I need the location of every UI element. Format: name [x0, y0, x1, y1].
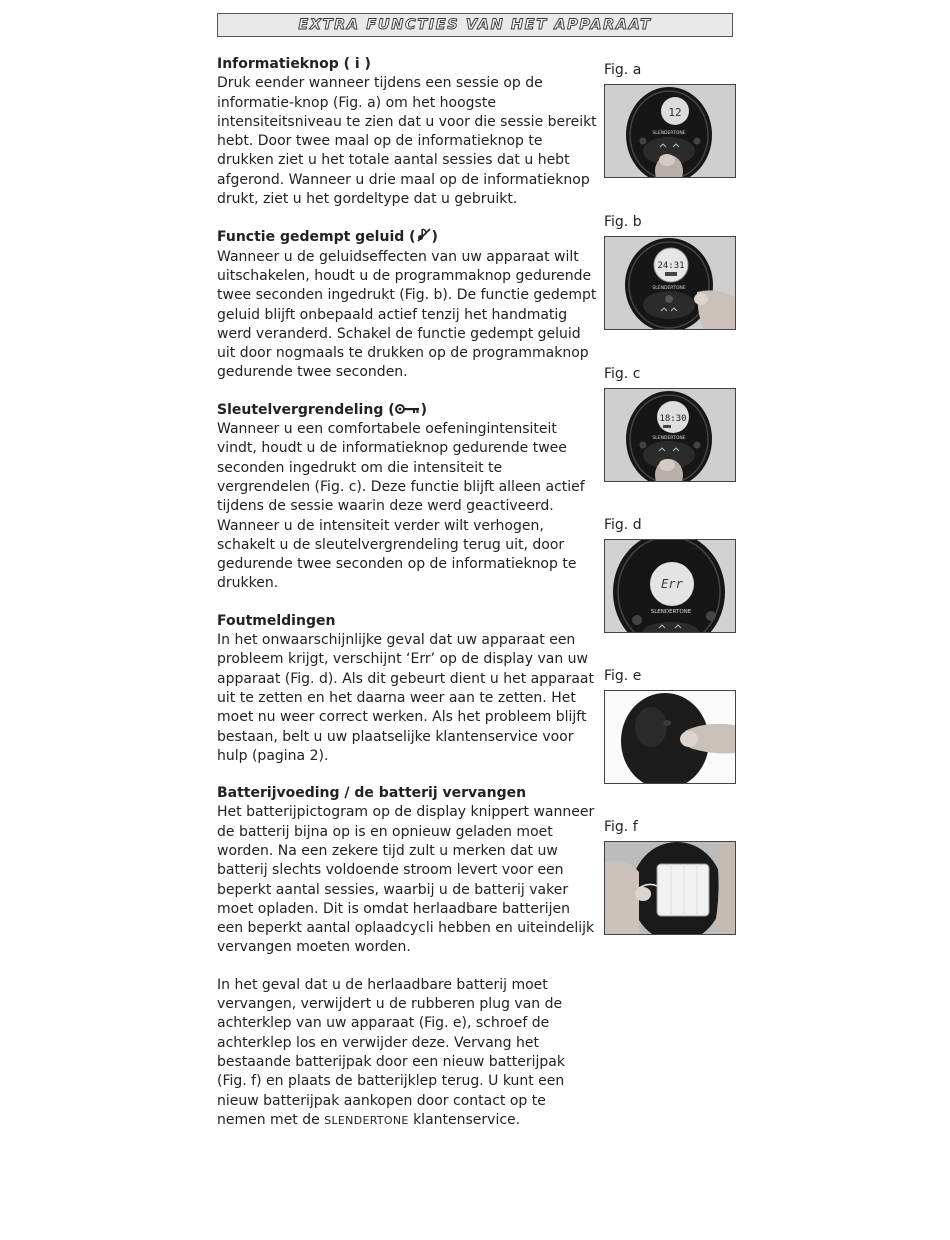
section-body: Wanneer u de geluidseffecten van uw apparaat wilt uitschakelen, houdt u de programmaknop gedurende twee seconden ingedrukt (Fig. b). De functie gedempt geluid blijft onbepaald actief tenzij het handmatig werd veranderd. Schakel de functie gedempt geluid uit door nogmaals te drukken op de programmaknop gedurende twee seconden.	[217, 248, 597, 381]
page-header	[217, 13, 733, 37]
key-icon	[395, 403, 421, 415]
section-info-button	[217, 55, 597, 209]
section-body: In het onwaarschijnlijke geval dat uw apparaat een probleem krijgt, verschijnt ‘Err’ op de display van uw apparaat (Fig. d). Als dit gebeurt dient u het apparaat uit te zetten en het daarna weer aan te zetten. Het moet nu weer correct werken. Als het probleem blijft bestaan, belt u uw plaatselijke klantenservice voor hulp (pagina 2).	[217, 632, 594, 764]
brand-name: SLENDERTONE	[324, 1113, 409, 1127]
section-heading: Informatieknop ( i )	[217, 56, 371, 72]
section-heading: Batterijvoeding / de batterij vervangen	[217, 785, 527, 802]
device-display-text: 12	[668, 106, 682, 119]
figure-label: Fig. e	[604, 668, 642, 684]
figure-label: Fig. b	[604, 214, 642, 230]
figure-e	[604, 666, 736, 784]
section-heading: Sleutelvergrendeling ( )	[217, 401, 428, 418]
figure-b-photo	[604, 236, 736, 330]
section-battery	[217, 784, 597, 958]
device-brand-text: SLENDERTONE	[652, 286, 686, 291]
page-title: EXTRA FUNCTIES VAN HET APPARAAT	[298, 17, 652, 33]
section-errors	[217, 612, 597, 766]
section-body: Wanneer u een comfortabele oefeningintensiteit vindt, houdt u de informatieknop gedurende twee seconden ingedrukt om die intensiteit te vergrendelen (Fig. c). Deze functie blijft alleen actief tijdens de sessie waarin deze werd geactiveerd. Wanneer u de intensiteit verder wilt verhogen, schakelt u de sleutelvergrendeling terug uit, door gedurende twee seconden op de informatieknop te drukken.	[217, 421, 585, 592]
section-battery-replace	[217, 976, 597, 1130]
figure-c-photo	[604, 388, 736, 482]
section-key-lock	[217, 401, 597, 594]
device-brand-text: SLENDERTONE	[652, 131, 686, 136]
section-body: In het geval dat u de herlaadbare batterij moet vervangen, verwijdert u de rubberen plug van de achterklep van uw apparaat (Fig. e), schroef de achterklep los en verwijder deze. Vervang het bestaande batterijpak door een nieuw batterijpak (Fig. f) en plaats de batterijklep terug. U kunt een nieuw batterijpak aankopen door contact op te nemen met de SLENDERTONE klantenservice.	[217, 976, 565, 1128]
device-display-text: 24:31	[657, 261, 685, 271]
section-body: Het batterijpictogram op de display knippert wanneer de batterij bijna op is en opnieuw geladen moet worden. Na een zekere tijd zult u merken dat uw batterij slechts voldoende stroom levert voor een beperkt aantal sessies, waarbij u de batterij vaker moet opladen. Dit is omdat herlaadbare batterijen een beperkt aantal oplaadcycli hebben en uiteindelijk vervangen moeten worden.	[217, 804, 595, 956]
figure-c	[604, 364, 736, 482]
figure-label: Fig. d	[604, 517, 642, 533]
figure-f-photo	[604, 841, 736, 935]
mute-icon	[416, 227, 432, 243]
figure-a	[604, 60, 736, 178]
device-display-text: 18:30	[659, 414, 687, 424]
figure-d	[604, 515, 736, 633]
section-body: Druk eender wanneer tijdens een sessie op de informatie-knop (Fig. a) om het hoogste intensiteitsniveau te zien dat u voor die sessie bereikt hebt. Door twee maal op de informatieknop te drukken ziet u het totale aantal sessies dat u hebt afgerond. Wanneer u drie maal op de informatieknop drukt, ziet u het gordeltype dat u gebruikt.	[217, 75, 597, 208]
device-brand-text: SLENDERTONE	[652, 436, 686, 441]
figure-b	[604, 212, 736, 330]
section-mute	[217, 227, 597, 382]
section-heading: Functie gedempt geluid ( )	[217, 229, 438, 246]
figure-label: Fig. f	[604, 819, 638, 835]
figure-d-photo	[604, 539, 736, 633]
figure-f	[604, 817, 736, 935]
figure-e-photo	[604, 690, 736, 784]
figure-label: Fig. a	[604, 62, 642, 78]
figure-a-photo	[604, 84, 736, 178]
device-display-text: Err	[661, 577, 683, 591]
text-column	[217, 55, 597, 1148]
device-brand-text: SLENDERTONE	[650, 609, 692, 615]
figure-label: Fig. c	[604, 366, 641, 382]
section-heading: Foutmeldingen	[217, 612, 336, 629]
